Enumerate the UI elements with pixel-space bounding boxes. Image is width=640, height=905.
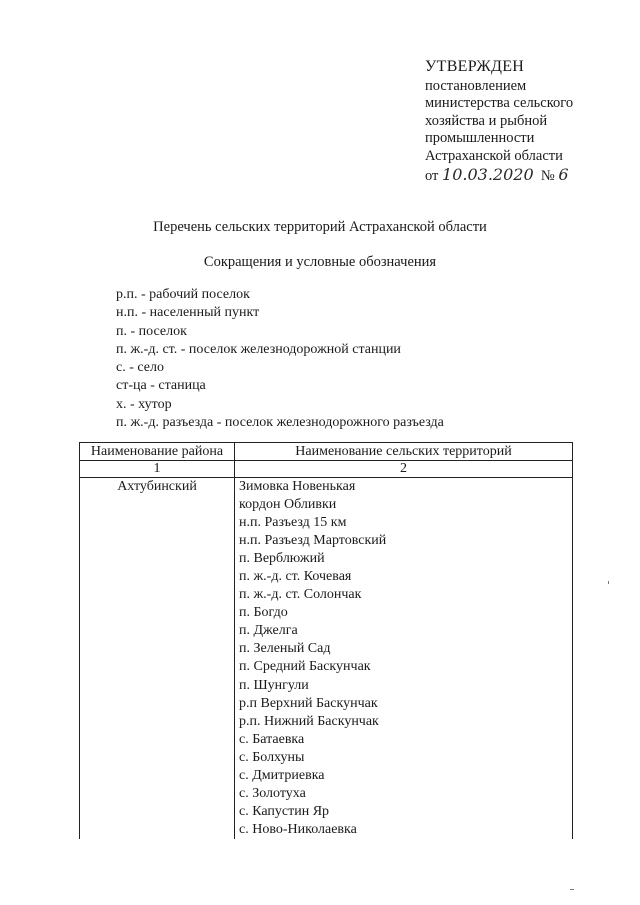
abbreviations-list — [116, 286, 556, 432]
list-item: п. ж.-д. ст. Кочевая — [239, 569, 352, 585]
list-item: с. Золотуха — [239, 785, 306, 801]
table-header-row — [80, 443, 573, 461]
list-item: с. Болхуны — [239, 749, 305, 765]
abbreviation-item: н.п. - населенный пункт — [116, 305, 260, 321]
abbreviation-item: п. ж.-д. ст. - поселок железнодорожной станции — [116, 341, 401, 357]
abbreviation-item: ст-ца - станица — [116, 378, 206, 394]
list-item: с. Капустин Яр — [239, 803, 330, 819]
list-item: п. Богдо — [239, 605, 288, 621]
approval-line: министерства сельского — [425, 95, 574, 112]
document-subtitle: Сокращения и условные обозначения — [203, 254, 437, 270]
approval-stamp — [425, 58, 625, 185]
handwritten-date: 10.03.2020 — [442, 164, 534, 184]
abbreviation-item: с. - село — [116, 360, 164, 376]
approval-line: промышленности — [425, 130, 535, 147]
header-district: Наименование района — [80, 443, 235, 461]
date-prefix: от — [425, 167, 439, 184]
handwritten-number: 6 — [558, 164, 569, 184]
header-territories: Наименование сельских территорий — [235, 443, 573, 461]
territories-table — [79, 442, 573, 839]
approval-line: хозяйства и рыбной — [425, 112, 548, 129]
list-item: с. Дмитриевка — [239, 767, 325, 783]
abbreviation-item: п. ж.-д. разъезда - поселок железнодорожного разъезда — [116, 415, 444, 431]
list-item: п. Джелга — [239, 623, 298, 639]
list-item: п. Средний Баскунчак — [239, 659, 371, 675]
list-item: Зимовка Новенькая — [239, 479, 356, 494]
column-number: 1 — [80, 461, 235, 478]
column-number: 2 — [235, 461, 573, 478]
number-prefix: № — [540, 167, 555, 184]
approval-heading: УТВЕРЖДЕН — [425, 58, 525, 75]
abbreviation-item: х. - хутор — [116, 396, 172, 412]
scan-mark — [608, 581, 609, 584]
list-item: п. Зеленый Сад — [239, 641, 331, 657]
list-item: с. Батаевка — [239, 731, 305, 747]
territory-list — [235, 478, 573, 839]
list-item: кордон Обливки — [239, 497, 337, 513]
list-item: р.п Верхний Баскунчак — [239, 695, 378, 711]
list-item: п. ж.-д. ст. Солончак — [239, 587, 362, 603]
list-item: с. Ново-Николаевка — [239, 821, 357, 837]
approval-line: постановлением — [425, 77, 527, 94]
list-item: п. Верблюжий — [239, 551, 325, 567]
approval-line: Астраханской области — [425, 147, 563, 164]
approval-date-line — [425, 166, 625, 186]
document-title: Перечень сельских территорий Астраханской области — [153, 219, 487, 235]
abbreviation-item: р.п. - рабочий поселок — [116, 287, 250, 302]
list-item: р.п. Нижний Баскунчак — [239, 713, 379, 729]
scan-mark — [570, 889, 574, 890]
column-number-row — [80, 461, 573, 478]
list-item: н.п. Разъезд 15 км — [239, 515, 347, 531]
table-row — [80, 478, 573, 839]
list-item: н.п. Разъезд Мартовский — [239, 533, 387, 549]
district-name: Ахтубинский — [80, 478, 235, 839]
abbreviation-item: п. - поселок — [116, 323, 187, 339]
list-item: п. Шунгули — [239, 677, 309, 693]
